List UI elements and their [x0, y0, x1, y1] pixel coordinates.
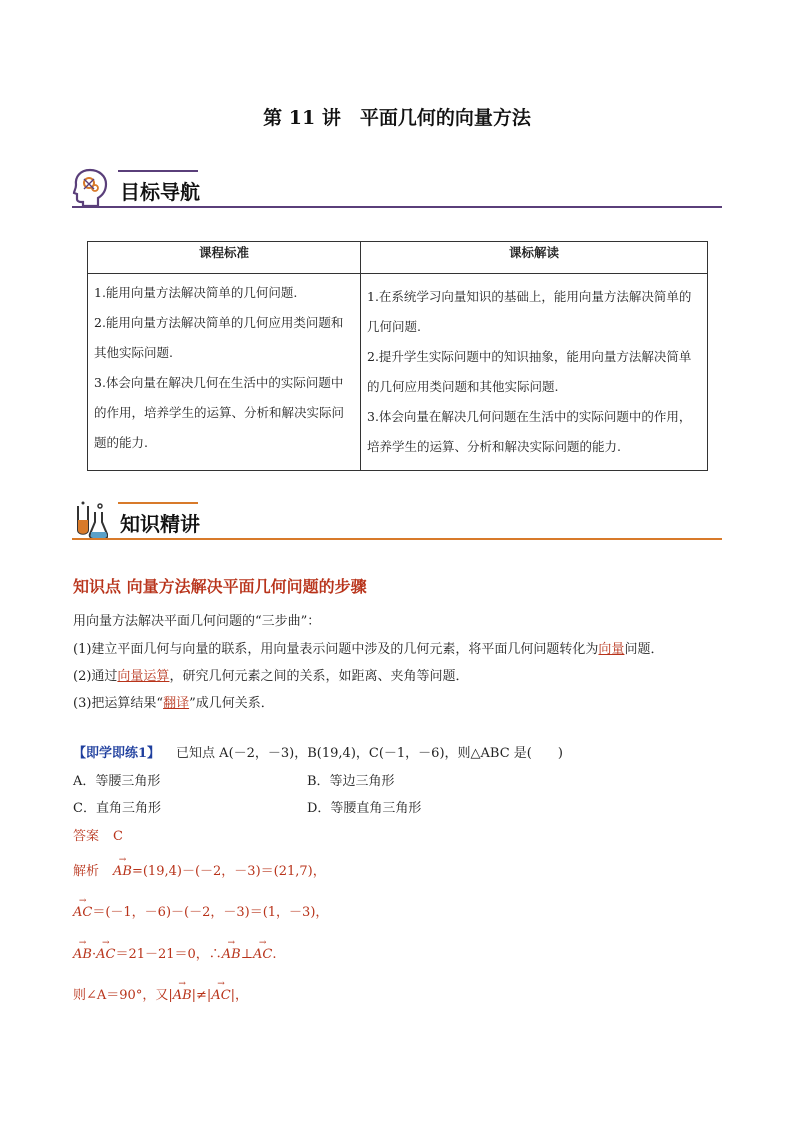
- curriculum-table: [87, 241, 708, 471]
- vector-ab: → AB: [113, 864, 132, 879]
- solution-line-3: → AB·→ AC＝21－21＝0，∴→ AB⊥→ AC.: [73, 943, 276, 962]
- solution-line-1: 解析→ AB=(19,4)－(－2，－3)＝(21,7)，: [73, 860, 326, 879]
- option-d: D．等腰直角三角形: [307, 801, 422, 816]
- knowledge-intro: 用向量方法解决平面几何问题的“三步曲”：: [73, 614, 321, 629]
- answer: [73, 825, 123, 844]
- solution-line-4: 则∠A＝90°，又|→ AB|≠|→ AC|，: [73, 984, 248, 1003]
- step-1: (1)建立平面几何与向量的联系，用向量表示问题中涉及的几何元素，将平面几何问题转化为向量问题．: [73, 642, 664, 657]
- lab-flask-icon: [72, 500, 108, 540]
- interpretation-item: 1.在系统学习向量知识的基础上，能用向量方法解决简单的几何问题.: [367, 289, 692, 334]
- solution-label: 解析: [73, 864, 100, 879]
- table-header: 课程标准: [88, 242, 361, 274]
- head-gears-icon: [72, 168, 108, 208]
- option-b: B．等边三角形: [307, 774, 395, 789]
- keyword: 向量运算: [117, 669, 170, 684]
- vector-ab: → AB: [222, 947, 241, 962]
- solution-line-2: → AC＝(－1，－6)－(－2，－3)＝(1，－3)，: [73, 901, 328, 920]
- option-a: A．等腰三角形: [73, 774, 161, 789]
- question-text: 已知点 A(－2，－3)，B(19,4)，C(－1，－6)，则△ABC 是( ): [176, 746, 563, 761]
- answer-label: 答案: [73, 829, 100, 844]
- standard-item: 2.能用向量方法解决简单的几何应用类问题和其他实际问题.: [94, 315, 344, 360]
- exercise-question: [73, 742, 563, 761]
- standard-item: 3.体会向量在解决几何在生活中的实际问题中的作用，培养学生的运算、分析和解决实际问题的能力.: [94, 375, 345, 450]
- keyword: 向量: [598, 642, 625, 657]
- standard-item: 1.能用向量方法解决简单的几何问题.: [94, 285, 298, 300]
- vector-ac: → AC: [211, 988, 230, 1003]
- vector-ab: → AB: [173, 988, 192, 1003]
- vector-ab: → AB: [73, 947, 92, 962]
- vector-ac: → AC: [253, 947, 272, 962]
- page-title: 第 11 讲 平面几何的向量方法: [263, 107, 531, 129]
- section-title: 知识精讲: [120, 512, 200, 536]
- table-header: 课标解读: [361, 242, 708, 274]
- step-3: (3)把运算结果“翻译”成几何关系．: [73, 696, 274, 711]
- step-2: (2)通过向量运算，研究几何元素之间的关系，如距离、夹角等问题．: [73, 669, 469, 684]
- interpretation-item: 2.提升学生实际问题中的知识抽象，能用向量方法解决简单的几何应用类问题和其他实际问题.: [367, 349, 692, 394]
- answer-value: C: [113, 829, 123, 844]
- keyword: 翻译: [163, 696, 190, 711]
- section-title: 目标导航: [120, 180, 200, 204]
- vector-ac: → AC: [73, 905, 92, 920]
- exercise-tag: 【即学即练1】: [73, 746, 161, 761]
- option-c: C．直角三角形: [73, 801, 161, 816]
- interpretation-item: 3.体会向量在解决几何问题在生活中的实际问题中的作用，培养学生的运算、分析和解决实际问题的能力.: [367, 409, 692, 454]
- knowledge-point-title: 知识点 向量方法解决平面几何问题的步骤: [73, 577, 367, 596]
- table-cell-standards: [88, 274, 361, 471]
- vector-ac: → AC: [96, 947, 115, 962]
- table-cell-interpretation: [361, 274, 708, 471]
